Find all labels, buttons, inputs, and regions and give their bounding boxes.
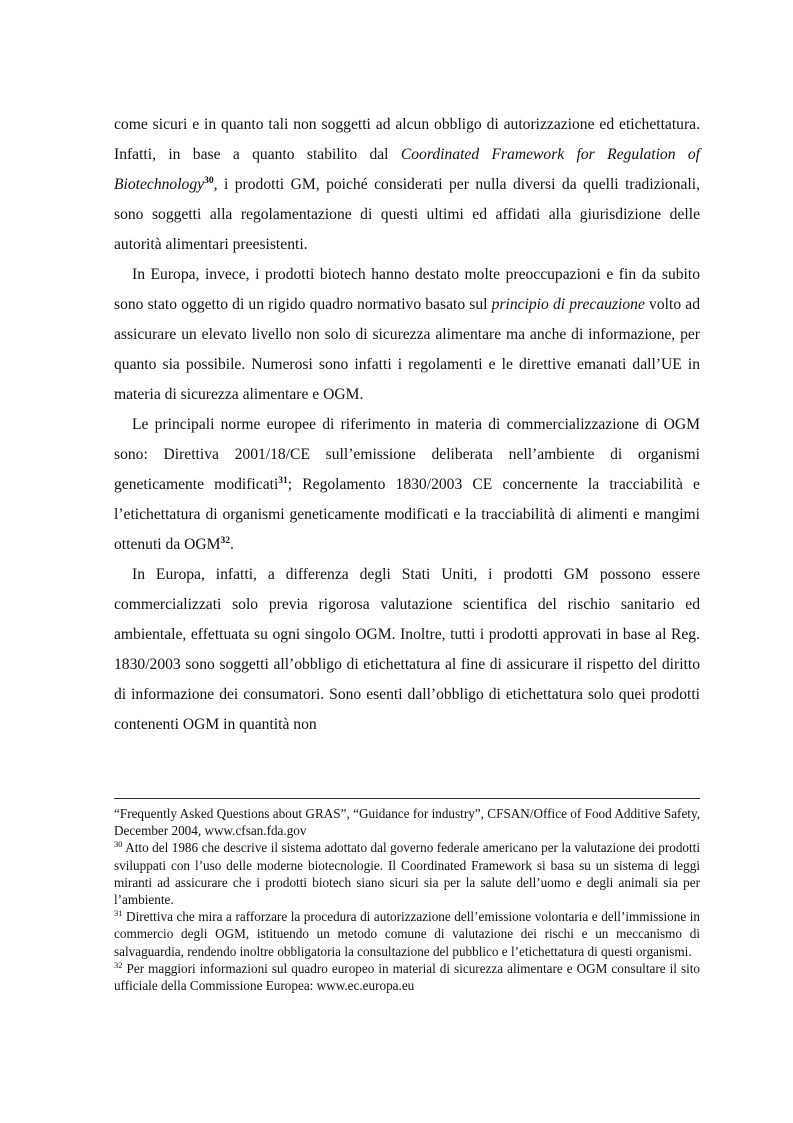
paragraph-3-text-c: . <box>230 536 234 553</box>
paragraph-4-text: In Europa, infatti, a differenza degli Stati Uniti, i prodotti GM possono essere commercializzati solo previa rigorosa valutazione scientifica del rischio sanitario ed ambientale, effettuata su ogni singolo OGM. Inoltre, tutti i prodotti approvati in base al Reg. 1830/2003 sono soggetti all’obbligo di etichettatura al fine di assicurare il rispetto del diritto di informazione dei consumatori. Sono esenti dall’obbligo di etichettatura solo quei prodotti contenenti OGM in quantità non <box>114 566 700 733</box>
document-body <box>114 110 700 740</box>
footnote-ref-32: 32 <box>220 536 231 546</box>
paragraph-2 <box>114 260 700 410</box>
footnotes-section <box>114 798 700 994</box>
footnote-30-number: 30 <box>114 839 123 850</box>
footnote-31-text: Direttiva che mira a rafforzare la procedura di autorizzazione dell’emissione volontaria e dell’immissione in commercio degli OGM, istituendo un metodo comune di valutazione dei rischi e un meccanismo di salvaguardia, rendendo inoltre obbligatoria la consultazione del pubblico e l’etichettatura di questi organismi. <box>114 909 700 959</box>
paragraph-2-text-b: volto ad assicurare un elevato livello non solo di sicurezza alimentare ma anche di informazione, per quanto sia possibile. Numerosi sono infatti i regolamenti e le direttive emanati dall’UE in materia di sicurezza alimentare e OGM. <box>114 296 700 403</box>
footnote-32-text: Per maggiori informazioni sul quadro europeo in material di sicurezza alimentare e OGM consultare il sito ufficiale della Commissione Europea: www.ec.europa.eu <box>114 960 700 994</box>
paragraph-4 <box>114 560 700 740</box>
footnote-ref-31: 31 <box>278 476 288 486</box>
paragraph-3-text-b: ; Regolamento 1830/2003 CE concernente la tracciabilità e l’etichettatura di organismi geneticamente modificati e la tracciabilità di alimenti e mangimi ottenuti da OGM <box>114 476 700 553</box>
paragraph-2-text-a: In Europa, invece, i prodotti biotech hanno destato molte preoccupazioni e fin da subito sono stato oggetto di un rigido quadro normativo basato sul <box>114 266 700 313</box>
paragraph-3 <box>114 410 700 560</box>
footnote-continuation <box>114 805 700 839</box>
footnote-31 <box>114 908 700 960</box>
coordinated-framework-title: Coordinated Framework for Regulation of Biotechnology <box>114 146 700 193</box>
footnote-ref-30: 30 <box>204 176 214 186</box>
paragraph-1-text-a: come sicuri e in quanto tali non soggetti ad alcun obbligo di autorizzazione ed etichettatura. Infatti, in base a quanto stabilito dal <box>114 116 700 163</box>
footnote-32 <box>114 960 700 994</box>
footnote-separator <box>114 798 700 799</box>
footnote-31-number: 31 <box>114 908 123 919</box>
principio-di-precauzione: principio di precauzione <box>491 296 645 313</box>
footnote-30 <box>114 839 700 908</box>
footnote-32-number: 32 <box>114 959 123 970</box>
paragraph-1-text-b: , i prodotti GM, poiché considerati per nulla diversi da quelli tradizionali, sono soggetti alla regolamentazione di questi ultimi ed affidati alla giurisdizione delle autorità alimentari preesistenti. <box>114 176 700 253</box>
paragraph-3-text-a: Le principali norme europee di riferimento in materia di commercializzazione di OGM sono: Direttiva 2001/18/CE sull’emissione deliberata nell’ambiente di organismi geneticamente modificati <box>114 416 700 493</box>
paragraph-1 <box>114 110 700 260</box>
footnote-continuation-text: “Frequently Asked Questions about GRAS”, “Guidance for industry”, CFSAN/Office of Food Additive Safety, December 2004, www.cfsan.fda.gov <box>114 806 700 839</box>
footnote-30-text: Atto del 1986 che descrive il sistema adottato dal governo federale americano per la valutazione dei prodotti sviluppati con l’uso delle moderne biotecnologie. Il Coordinated Framework si basa su un sistema di leggi miranti ad assicurare che i prodotti biotech siano sicuri sia per la salute dell’uomo e degli animali sia per l’ambiente. <box>114 840 700 908</box>
